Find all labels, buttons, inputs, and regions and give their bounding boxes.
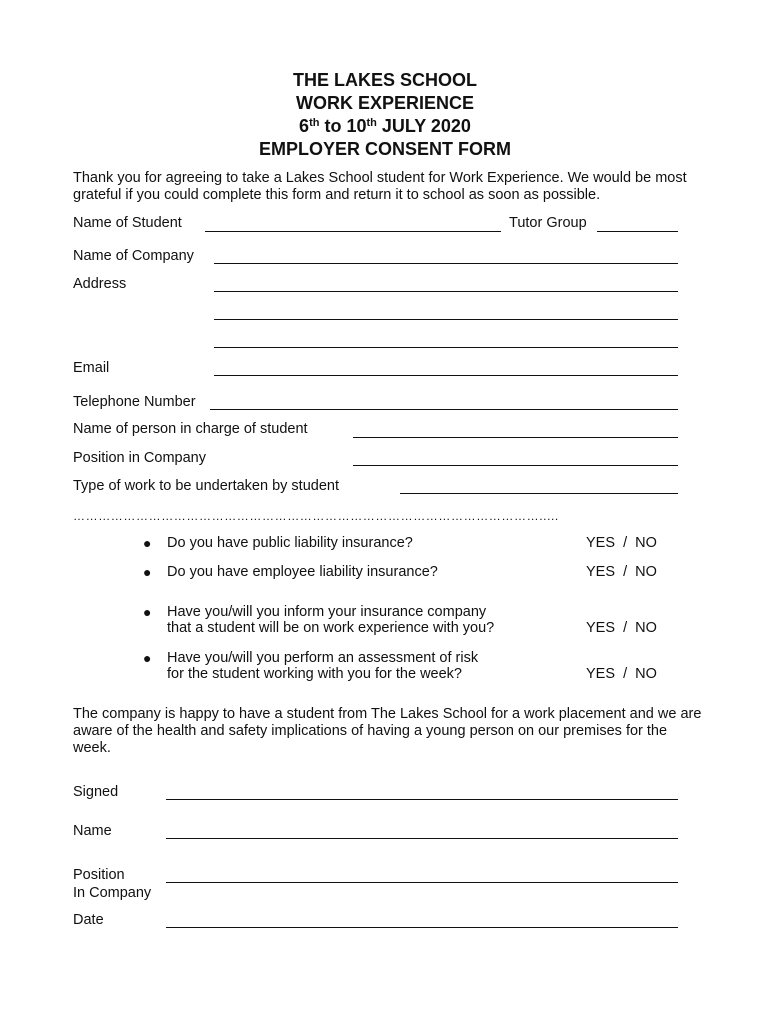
address-line-1[interactable] bbox=[214, 291, 678, 292]
person-in-charge-label: Name of person in charge of student bbox=[73, 421, 308, 437]
date-start: 6 bbox=[299, 116, 310, 136]
statement-text: The company is happy to have a student from The Lakes School for a work placement and we are aware of the health and safety implications of having a young person on our premises for the week. bbox=[73, 706, 702, 756]
telephone-line[interactable] bbox=[210, 409, 678, 410]
telephone-label: Telephone Number bbox=[73, 394, 196, 410]
signed-line[interactable] bbox=[166, 799, 678, 800]
dates-title bbox=[0, 115, 770, 138]
signed-label: Signed bbox=[73, 784, 119, 800]
date-start-suffix: th bbox=[309, 117, 320, 129]
answer-yes-no[interactable]: YES / NO bbox=[586, 666, 657, 682]
question-risk-line1: Have you/will you perform an assessment of risk bbox=[167, 650, 479, 666]
program-title: WORK EXPERIENCE bbox=[295, 93, 475, 113]
date-mid: to 10 bbox=[319, 116, 367, 136]
question-risk-line2: for the student working with you for the week? bbox=[167, 666, 462, 682]
position-label-1: Position bbox=[73, 867, 125, 883]
student-name-line[interactable] bbox=[205, 231, 501, 232]
date-end: JULY 2020 bbox=[376, 116, 471, 136]
address-line-2[interactable] bbox=[214, 319, 678, 320]
answer-yes-no[interactable]: YES / NO bbox=[586, 564, 657, 580]
tutor-group-label: Tutor Group bbox=[509, 215, 587, 231]
address-label: Address bbox=[73, 276, 127, 292]
address-line-3[interactable] bbox=[214, 347, 678, 348]
question-insurance-line1: Have you/will you inform your insurance company bbox=[167, 604, 487, 620]
date-label: Date bbox=[73, 912, 104, 928]
company-name-line[interactable] bbox=[214, 263, 678, 264]
student-name-label: Name of Student bbox=[73, 215, 182, 231]
position-line[interactable] bbox=[353, 465, 678, 466]
position-label: Position in Company bbox=[73, 450, 206, 466]
bullet-icon: ● bbox=[143, 650, 152, 666]
company-name-label: Name of Company bbox=[73, 248, 194, 264]
bullet-icon: ● bbox=[143, 604, 152, 620]
position-label-2: In Company bbox=[73, 885, 152, 901]
question-insurance-line2: that a student will be on work experience with you? bbox=[167, 620, 495, 636]
bullet-icon: ● bbox=[143, 535, 152, 551]
work-type-line[interactable] bbox=[400, 493, 678, 494]
name-label: Name bbox=[73, 823, 112, 839]
name-line[interactable] bbox=[166, 838, 678, 839]
dotted-separator: …………………………………………………………………………………………………..... bbox=[73, 509, 559, 523]
form-title: EMPLOYER CONSENT FORM bbox=[258, 139, 511, 159]
date-line[interactable] bbox=[166, 927, 678, 928]
school-title: THE LAKES SCHOOL bbox=[292, 70, 477, 90]
position-company-line[interactable] bbox=[166, 882, 678, 883]
answer-yes-no[interactable]: YES / NO bbox=[586, 535, 657, 551]
date-end-suffix: th bbox=[366, 117, 377, 129]
answer-yes-no[interactable]: YES / NO bbox=[586, 620, 657, 636]
email-label: Email bbox=[73, 360, 110, 376]
question-employee-liability: Do you have employee liability insurance? bbox=[167, 564, 438, 580]
question-public-liability: Do you have public liability insurance? bbox=[167, 535, 413, 551]
tutor-group-line[interactable] bbox=[597, 231, 678, 232]
intro-text: Thank you for agreeing to take a Lakes School student for Work Experience. We would be most grateful if you could complete this form and return it to school as soon as possible. bbox=[73, 170, 687, 203]
bullet-icon: ● bbox=[143, 564, 152, 580]
person-in-charge-line[interactable] bbox=[353, 437, 678, 438]
email-line[interactable] bbox=[214, 375, 678, 376]
work-type-label: Type of work to be undertaken by student bbox=[73, 478, 339, 494]
